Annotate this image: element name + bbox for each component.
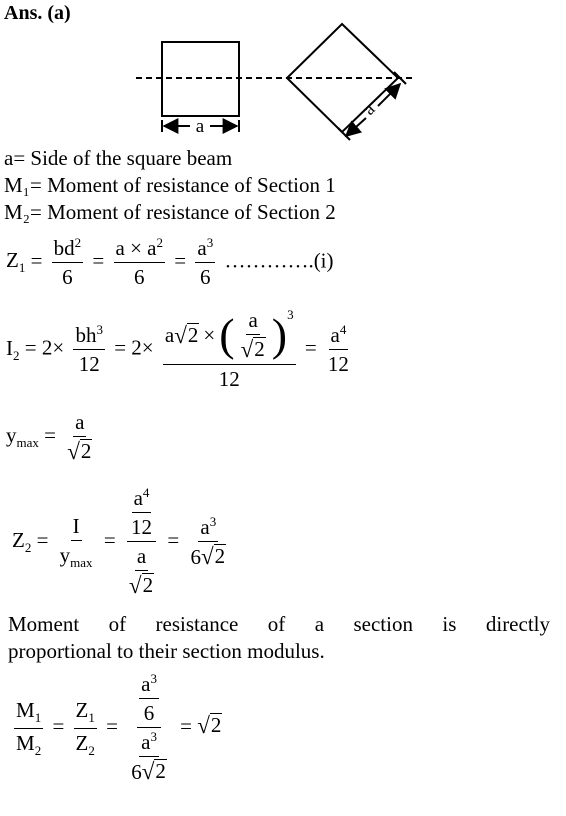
z2-fraction-i-over-ymax: $\frac{I}{y_{max}}$ — [59, 513, 93, 570]
equation-z2: $Z_2$ = $\frac{I}{y_{max}}$ = $\frac{a^4}{12}$ a √ 2 = $a^3$ 6 √ 2 — [12, 486, 232, 599]
definition-m1: M₁= Moment of resistance of Section 1 — [4, 173, 336, 197]
equation-ratio: $\frac{M_1}{M_2}$ = $\frac{Z_1}{Z_2}$ = $\frac{a^3}{6}$ $a^3$ 6 √ 2 = √ 2 — [16, 671, 222, 785]
equation-z1: $Z_1$ = $\frac{bd^2}{6}$ = $\frac{a \times a^2}{6}$ = $\frac{a^3}{6}$ ………….(i) — [6, 235, 334, 290]
z2-lhs: $Z_2$ — [12, 528, 32, 556]
i2-lhs: $I_2$ — [6, 335, 20, 363]
ratio-top-fraction: $\frac{a^3}{6}$ — [141, 671, 157, 726]
i2-inner-fraction: a √ 2 — [240, 308, 265, 363]
statement-line-2: proportional to their section modulus. — [8, 639, 325, 663]
z2-bottom-fraction: a √ 2 — [128, 544, 154, 599]
diagonal-dimension-arrow-bottom — [346, 118, 366, 136]
answer-heading: Ans. (a) — [4, 2, 71, 24]
bottom-dimension-label: a — [195, 116, 205, 137]
z2-result-fraction: $a^3$ 6 √ 2 — [190, 514, 226, 570]
statement-line-1: Moment of resistance of a section is directly — [8, 612, 550, 636]
z1-fraction-bd2: $\frac{bd^2}{6}$ — [53, 235, 82, 290]
z2-compound-fraction — [125, 486, 158, 599]
i2-big-fraction: a √ 2 × ( a √ 2 ) $^3$ 12 — [164, 307, 294, 392]
z2-top-fraction: $\frac{a^4}{12}$ — [131, 485, 152, 540]
ratio-compound-fraction — [127, 672, 171, 785]
z1-equation-tag: ………….(i) — [224, 248, 334, 273]
equation-ymax: $y_{max}$ = a √ 2 — [6, 410, 98, 464]
diagonal-dimension-label: a — [358, 98, 379, 119]
ratio-bottom-fraction: $a^3$ 6 √ 2 — [131, 729, 166, 785]
z1-fraction-axa2: $\frac{a \times a^2}{6}$ — [115, 235, 164, 290]
z1-fraction-a3: $\frac{a^3}{6}$ — [197, 235, 214, 290]
ymax-fraction: a √ 2 — [67, 410, 92, 465]
definition-a: a= Side of the square beam — [4, 146, 233, 170]
ymax-lhs: $y_{max}$ — [6, 422, 39, 451]
i2-result-fraction: $\frac{a^4}{12}$ — [327, 322, 349, 377]
diagonal-dimension-tick-top — [394, 72, 406, 84]
beam-sections-figure — [0, 0, 566, 150]
equation-i2: $I_2 = 2\times$ $\frac{bh^3}{12}$ = 2× a √ 2 × ( a √ 2 ) $^3$ 12 = $\frac{a^4}{12}$ — [6, 307, 349, 392]
i2-fraction-bh3: $\frac{bh^3}{12}$ — [75, 322, 103, 377]
definition-m2: M₂= Moment of resistance of Section 2 — [4, 200, 336, 224]
z1-lhs: $Z_1$ — [6, 248, 26, 276]
ratio-result: √ 2 — [197, 712, 222, 739]
ratio-m1-over-m2: $\frac{M_1}{M_2}$ — [16, 697, 42, 758]
ratio-z1-over-z2: $\frac{Z_1}{Z_2}$ — [75, 697, 95, 758]
